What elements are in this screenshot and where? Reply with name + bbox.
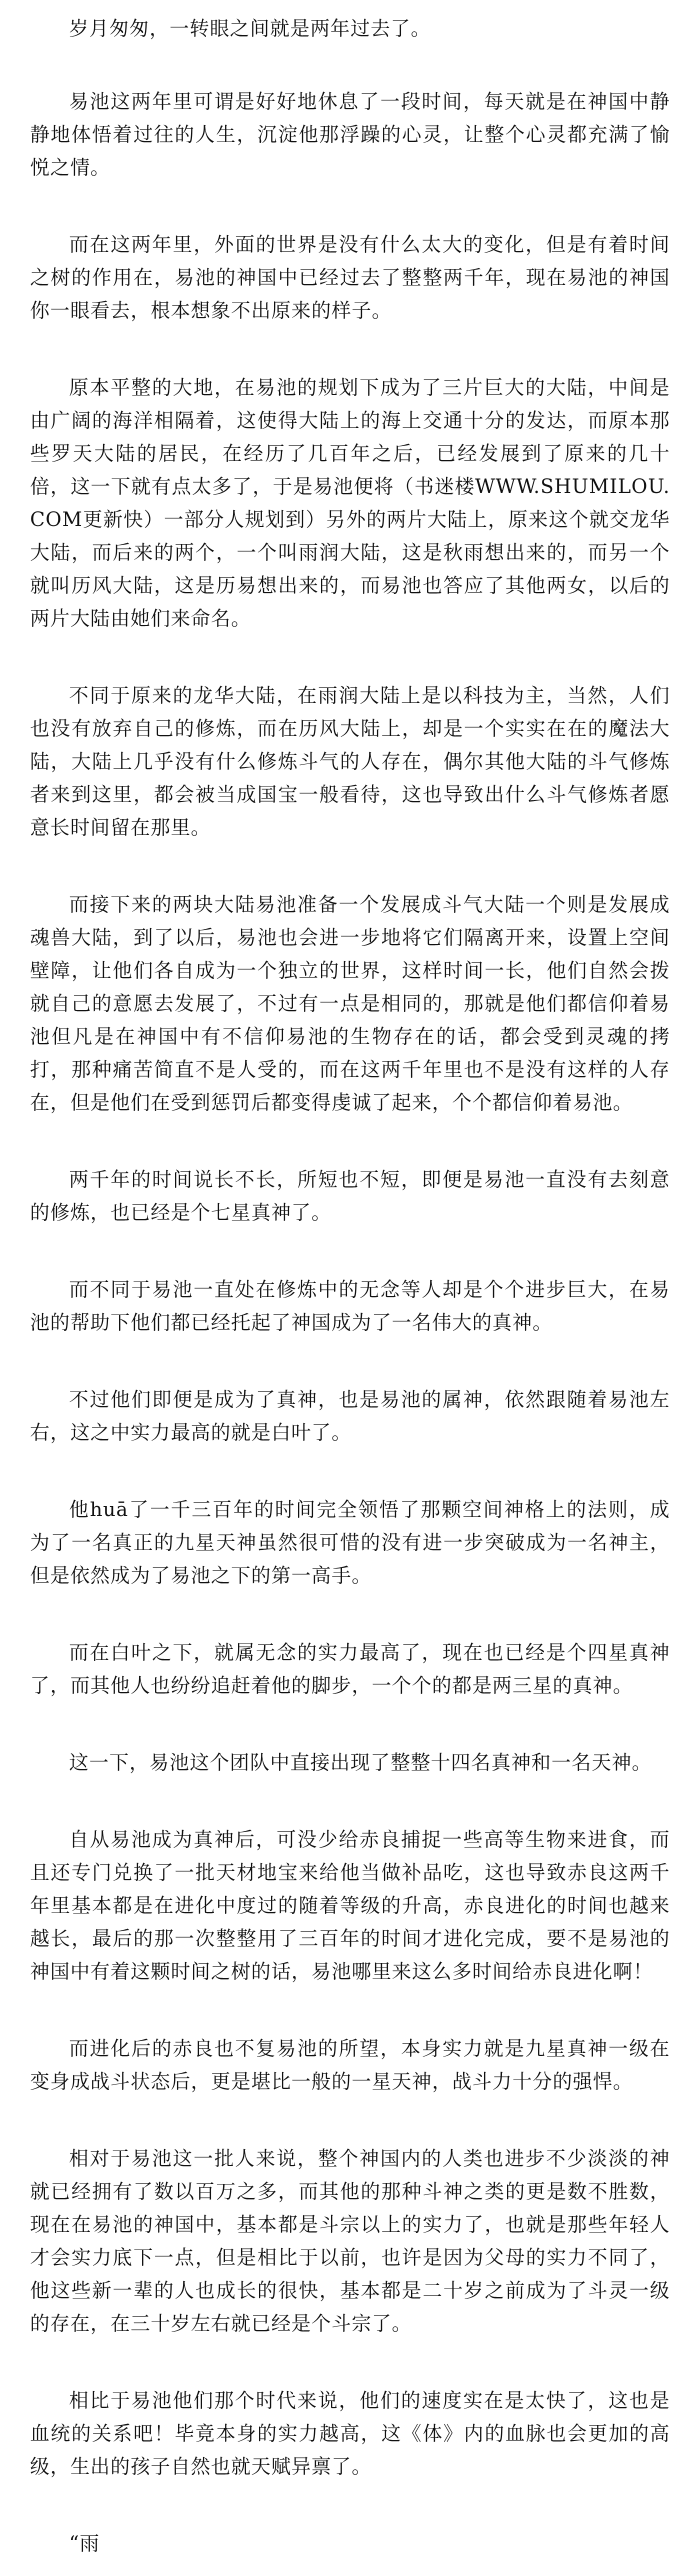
paragraph: “雨 bbox=[69, 2532, 100, 2555]
paragraph: 自从易池成为真神后，可没少给赤良捕捉一些高等生物来进食，而且还专门兑换了一批天材地宝来给他当做补品吃，这也导致赤良这两千年里基本都是在进化中度过的随着等级的升高，赤良进化的时间也越来越长，最后的那一次整整用了三百年的时间才进化完成，要不是易池的神国中有着这颗时间之树的话，易池哪里来这么多时间给赤良进化啊！ bbox=[30, 1828, 670, 1983]
paragraph: 不同于原来的龙华大陆，在雨润大陆上是以科技为主，当然，人们也没有放弃自己的修炼，而在历风大陆上，却是一个实实在在的魔法大陆，大陆上几乎没有什么修炼斗气的人存在，偶尔其他大陆的斗气修炼者来到这里，都会被当成国宝一般看待，这也导致出什么斗气修炼者愿意长时间留在那里。 bbox=[30, 684, 670, 839]
paragraph: 而接下来的两块大陆易池准备一个发展成斗气大陆一个则是发展成魂兽大陆，到了以后，易池也会进一步地将它们隔离开来，设置上空间壁障，让他们各自成为一个独立的世界，这样时间一长，他们自然会拨就自己的意愿去发展了，不过有一点是相同的，那就是他们都信仰着易池但凡是在神国中有不信仰易池的生物存在的话，都会受到灵魂的拷打，那种痛苦简直不是人受的，而在这两千年里也不是没有这样的人存在，但是他们在受到惩罚后都变得虔诚了起来，个个都信仰着易池。 bbox=[30, 893, 670, 1114]
paragraph: 而不同于易池一直处在修炼中的无念等人却是个个进步巨大，在易池的帮助下他们都已经托起了神国成为了一名伟大的真神。 bbox=[30, 1278, 670, 1334]
paragraph: 而在这两年里，外面的世界是没有什么太大的变化，但是有着时间之树的作用在，易池的神国中已经过去了整整两千年，现在易池的神国你一眼看去，根本想象不出原来的样子。 bbox=[30, 233, 670, 322]
paragraph: 相对于易池这一批人来说，整个神国内的人类也进步不少淡淡的神就已经拥有了数以百万之多，而其他的那种斗神之类的更是数不胜数，现在在易池的神国中，基本都是斗宗以上的实力了，也就是那些年轻人才会实力底下一点，但是相比于以前，也许是因为父母的实力不同了，他这些新一辈的人也成长的很快，基本都是二十岁之前成为了斗灵一级的存在，在三十岁左右就已经是个斗宗了。 bbox=[30, 2147, 670, 2335]
paragraph: 而在白叶之下，就属无念的实力最高了，现在也已经是个四星真神了，而其他人也纷纷追赶着他的脚步，一个个的都是两三星的真神。 bbox=[30, 1641, 670, 1697]
paragraph: 两千年的时间说长不长，所短也不短，即便是易池一直没有去刻意的修炼，也已经是个七星真神了。 bbox=[30, 1168, 670, 1224]
paragraph: 岁月匆匆，一转眼之间就是两年过去了。 bbox=[69, 17, 431, 40]
paragraph: 这一下，易池这个团队中直接出现了整整十四名真神和一名天神。 bbox=[69, 1751, 652, 1774]
paragraph: 不过他们即便是成为了真神，也是易池的属神，依然跟随着易池左右，这之中实力最高的就是白叶了。 bbox=[30, 1388, 670, 1444]
paragraph: 易池这两年里可谓是好好地休息了一段时间，每天就是在神国中静静地体悟着过往的人生，沉淀他那浮躁的心灵，让整个心灵都充满了愉悦之情。 bbox=[30, 90, 670, 179]
paragraph: 相比于易池他们那个时代来说，他们的速度实在是太快了，这也是血统的关系吧！毕竟本身的实力越高，这《体》内的血脉也会更加的高级，生出的孩子自然也就天赋异禀了。 bbox=[30, 2389, 670, 2478]
paragraph: 他huā了一千三百年的时间完全领悟了那颗空间神格上的法则，成为了一名真正的九星天神虽然很可惜的没有进一步突破成为一名神主，但是依然成为了易池之下的第一高手。 bbox=[30, 1498, 670, 1587]
paragraph: 原本平整的大地，在易池的规划下成为了三片巨大的大陆，中间是由广阔的海洋相隔着，这使得大陆上的海上交通十分的发达，而原本那些罗天大陆的居民，在经历了几百年之后，已经发展到了原来的几十倍，这一下就有点太多了，于是易池便将（书迷楼WWW.SHUMILOU.COM更新快）一部分人规划到）另外的两片大陆上，原来这个就交龙华大陆，而后来的两个，一个叫雨润大陆，这是秋雨想出来的，而另一个就叫历风大陆，这是历易想出来的，而易池也答应了其他两女，以后的两片大陆由她们来命名。 bbox=[30, 376, 670, 630]
paragraph: 而进化后的赤良也不复易池的所望，本身实力就是九星真神一级在变身成战斗状态后，更是堪比一般的一星天神，战斗力十分的强悍。 bbox=[30, 2037, 670, 2093]
